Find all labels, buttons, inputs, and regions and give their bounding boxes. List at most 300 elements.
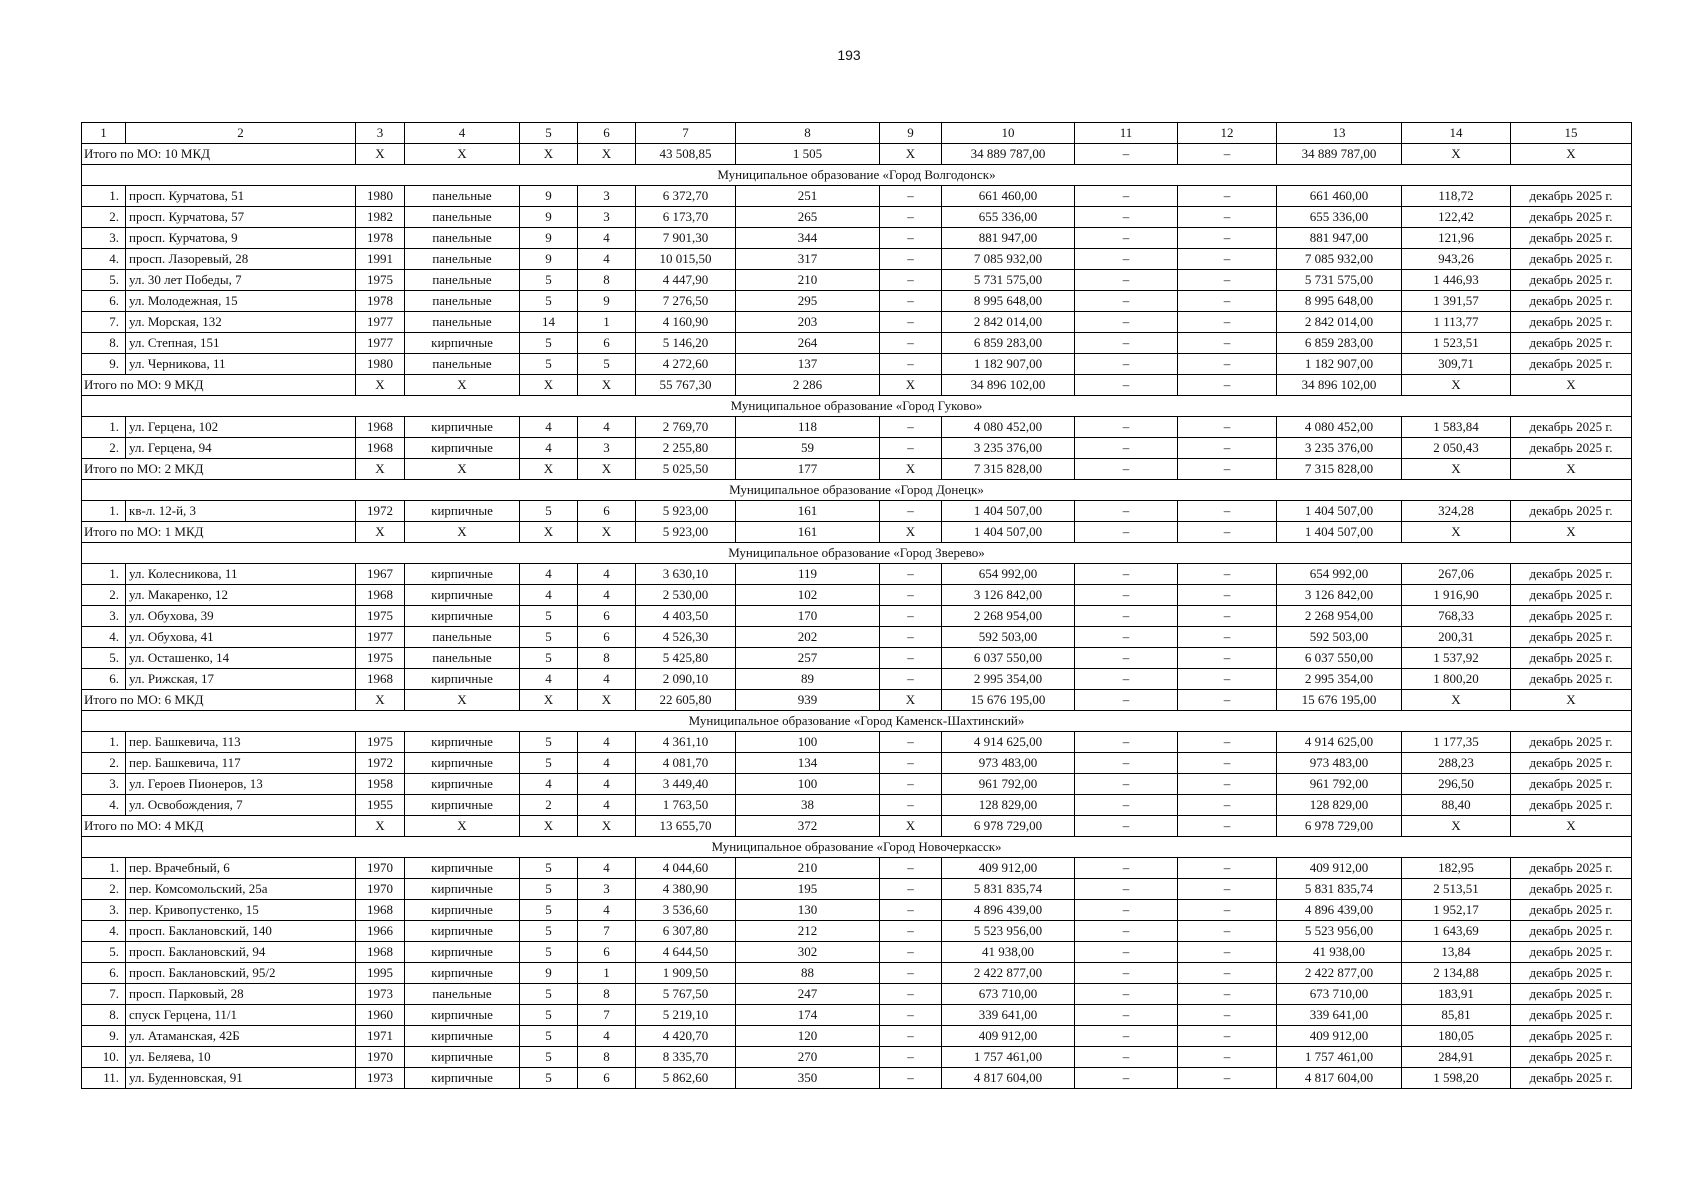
col11-cell: – [1075, 648, 1178, 669]
address-cell: ул. Герцена, 102 [126, 417, 356, 438]
entrances-cell: 7 [578, 1005, 636, 1026]
year-cell: 1968 [356, 417, 405, 438]
unit-cost-cell: 182,95 [1402, 858, 1511, 879]
col11-cell: – [1075, 438, 1178, 459]
row-number: 9. [82, 1026, 126, 1047]
cost-cell: 961 792,00 [942, 774, 1075, 795]
col12-cell: – [1178, 627, 1277, 648]
col11-cell: – [1075, 291, 1178, 312]
wall-material-cell: панельные [405, 648, 520, 669]
entrances-cell: 6 [578, 1068, 636, 1089]
total-cell: X [880, 144, 942, 165]
cost-cell: 2 422 877,00 [942, 963, 1075, 984]
deadline-cell: декабрь 2025 г. [1511, 354, 1632, 375]
entrances-cell: 6 [578, 333, 636, 354]
floors-cell: 9 [520, 207, 578, 228]
municipality-heading: Муниципальное образование «Город Зверево» [82, 543, 1632, 564]
residents-cell: 257 [736, 648, 880, 669]
residents-cell: 170 [736, 606, 880, 627]
year-cell: 1955 [356, 795, 405, 816]
wall-material-cell: кирпичные [405, 438, 520, 459]
row-number: 10. [82, 1047, 126, 1068]
unit-cost-cell: 943,26 [1402, 249, 1511, 270]
area-cell: 1 909,50 [636, 963, 736, 984]
cost-cell: 339 641,00 [942, 1005, 1075, 1026]
municipality-heading: Муниципальное образование «Город Новочеркасск» [82, 837, 1632, 858]
housing-register-table [81, 122, 1632, 1089]
unit-cost-cell: 1 391,57 [1402, 291, 1511, 312]
deadline-cell: декабрь 2025 г. [1511, 669, 1632, 690]
col12-cell: – [1178, 942, 1277, 963]
total-cell: 161 [736, 522, 880, 543]
total-cell: 13 655,70 [636, 816, 736, 837]
unit-cost-cell: 1 113,77 [1402, 312, 1511, 333]
row-number: 3. [82, 606, 126, 627]
cost-cell: 41 938,00 [942, 942, 1075, 963]
total-cell: X [1511, 522, 1632, 543]
col9-cell: – [880, 774, 942, 795]
total-cell: – [1075, 690, 1178, 711]
floors-cell: 5 [520, 984, 578, 1005]
total-cell: 177 [736, 459, 880, 480]
unit-cost-cell: 200,31 [1402, 627, 1511, 648]
col9-cell: – [880, 606, 942, 627]
total-cost-cell: 973 483,00 [1277, 753, 1402, 774]
residents-cell: 119 [736, 564, 880, 585]
municipality-total-row [82, 816, 1632, 837]
wall-material-cell: панельные [405, 186, 520, 207]
total-cost-cell: 5 523 956,00 [1277, 921, 1402, 942]
row-number: 1. [82, 501, 126, 522]
residents-cell: 38 [736, 795, 880, 816]
row-number: 6. [82, 963, 126, 984]
col9-cell: – [880, 291, 942, 312]
cost-cell: 592 503,00 [942, 627, 1075, 648]
total-label: Итого по МО: 9 МКД [82, 375, 356, 396]
col11-cell: – [1075, 858, 1178, 879]
residents-cell: 137 [736, 354, 880, 375]
wall-material-cell: кирпичные [405, 858, 520, 879]
unit-cost-cell: 1 446,93 [1402, 270, 1511, 291]
entrances-cell: 4 [578, 585, 636, 606]
wall-material-cell: кирпичные [405, 606, 520, 627]
col12-cell: – [1178, 1068, 1277, 1089]
col12-cell: – [1178, 270, 1277, 291]
area-cell: 4 380,90 [636, 879, 736, 900]
table-row [82, 921, 1632, 942]
column-number-cell: 13 [1277, 123, 1402, 144]
unit-cost-cell: 2 513,51 [1402, 879, 1511, 900]
row-number: 5. [82, 942, 126, 963]
floors-cell: 5 [520, 333, 578, 354]
entrances-cell: 3 [578, 438, 636, 459]
year-cell: 1978 [356, 228, 405, 249]
column-number-cell: 8 [736, 123, 880, 144]
entrances-cell: 8 [578, 984, 636, 1005]
col12-cell: – [1178, 1026, 1277, 1047]
cost-cell: 6 037 550,00 [942, 648, 1075, 669]
wall-material-cell: панельные [405, 312, 520, 333]
col12-cell: – [1178, 774, 1277, 795]
area-cell: 4 361,10 [636, 732, 736, 753]
total-cell: X [356, 816, 405, 837]
address-cell: ул. Обухова, 39 [126, 606, 356, 627]
col9-cell: – [880, 732, 942, 753]
cost-cell: 8 995 648,00 [942, 291, 1075, 312]
entrances-cell: 4 [578, 228, 636, 249]
column-number-cell: 14 [1402, 123, 1511, 144]
row-number: 7. [82, 312, 126, 333]
total-cost-cell: 8 995 648,00 [1277, 291, 1402, 312]
area-cell: 6 372,70 [636, 186, 736, 207]
total-cell: – [1075, 375, 1178, 396]
total-cell: X [356, 690, 405, 711]
total-cost-cell: 4 817 604,00 [1277, 1068, 1402, 1089]
address-cell: просп. Баклановский, 94 [126, 942, 356, 963]
entrances-cell: 4 [578, 669, 636, 690]
area-cell: 2 090,10 [636, 669, 736, 690]
address-cell: пер. Башкевича, 117 [126, 753, 356, 774]
deadline-cell: декабрь 2025 г. [1511, 774, 1632, 795]
unit-cost-cell: 122,42 [1402, 207, 1511, 228]
address-cell: ул. Беляева, 10 [126, 1047, 356, 1068]
col11-cell: – [1075, 627, 1178, 648]
total-cost-cell: 3 126 842,00 [1277, 585, 1402, 606]
row-number: 6. [82, 669, 126, 690]
total-cell: X [356, 375, 405, 396]
floors-cell: 5 [520, 1005, 578, 1026]
total-cell: X [578, 459, 636, 480]
col12-cell: – [1178, 564, 1277, 585]
floors-cell: 5 [520, 1026, 578, 1047]
col11-cell: – [1075, 1005, 1178, 1026]
deadline-cell: декабрь 2025 г. [1511, 900, 1632, 921]
area-cell: 5 425,80 [636, 648, 736, 669]
entrances-cell: 3 [578, 207, 636, 228]
col11-cell: – [1075, 186, 1178, 207]
address-cell: ул. Черникова, 11 [126, 354, 356, 375]
unit-cost-cell: 2 050,43 [1402, 438, 1511, 459]
total-cell: X [578, 816, 636, 837]
area-cell: 3 630,10 [636, 564, 736, 585]
total-cell: X [1511, 375, 1632, 396]
wall-material-cell: кирпичные [405, 1068, 520, 1089]
municipality-total-row [82, 144, 1632, 165]
total-cell: – [1075, 144, 1178, 165]
total-cell: – [1178, 522, 1277, 543]
area-cell: 6 173,70 [636, 207, 736, 228]
col11-cell: – [1075, 417, 1178, 438]
table-row [82, 858, 1632, 879]
wall-material-cell: кирпичные [405, 333, 520, 354]
row-number: 2. [82, 585, 126, 606]
table-row [82, 585, 1632, 606]
area-cell: 1 763,50 [636, 795, 736, 816]
address-cell: ул. Героев Пионеров, 13 [126, 774, 356, 795]
total-cell: 34 889 787,00 [942, 144, 1075, 165]
cost-cell: 661 460,00 [942, 186, 1075, 207]
address-cell: просп. Курчатова, 9 [126, 228, 356, 249]
row-number: 1. [82, 564, 126, 585]
table-row [82, 795, 1632, 816]
unit-cost-cell: 1 952,17 [1402, 900, 1511, 921]
total-cost-cell: 961 792,00 [1277, 774, 1402, 795]
total-cell: X [578, 690, 636, 711]
residents-cell: 174 [736, 1005, 880, 1026]
entrances-cell: 1 [578, 963, 636, 984]
col12-cell: – [1178, 753, 1277, 774]
area-cell: 2 530,00 [636, 585, 736, 606]
total-cell: 1 404 507,00 [1277, 522, 1402, 543]
cost-cell: 5 731 575,00 [942, 270, 1075, 291]
area-cell: 3 536,60 [636, 900, 736, 921]
column-number-cell: 3 [356, 123, 405, 144]
total-cell: X [1402, 816, 1511, 837]
total-cell: X [1402, 459, 1511, 480]
entrances-cell: 4 [578, 858, 636, 879]
address-cell: пер. Башкевича, 113 [126, 732, 356, 753]
cost-cell: 4 896 439,00 [942, 900, 1075, 921]
cost-cell: 973 483,00 [942, 753, 1075, 774]
col11-cell: – [1075, 501, 1178, 522]
col12-cell: – [1178, 501, 1277, 522]
floors-cell: 4 [520, 669, 578, 690]
wall-material-cell: панельные [405, 291, 520, 312]
residents-cell: 350 [736, 1068, 880, 1089]
year-cell: 1968 [356, 438, 405, 459]
unit-cost-cell: 118,72 [1402, 186, 1511, 207]
total-cell: – [1178, 144, 1277, 165]
municipality-total-row [82, 522, 1632, 543]
year-cell: 1973 [356, 984, 405, 1005]
residents-cell: 100 [736, 732, 880, 753]
total-cell: X [405, 816, 520, 837]
total-cost-cell: 3 235 376,00 [1277, 438, 1402, 459]
floors-cell: 5 [520, 501, 578, 522]
deadline-cell: декабрь 2025 г. [1511, 1026, 1632, 1047]
municipality-heading-row [82, 165, 1632, 186]
deadline-cell: декабрь 2025 г. [1511, 438, 1632, 459]
total-cell: X [1402, 522, 1511, 543]
year-cell: 1972 [356, 501, 405, 522]
deadline-cell: декабрь 2025 г. [1511, 1005, 1632, 1026]
cost-cell: 6 859 283,00 [942, 333, 1075, 354]
unit-cost-cell: 1 583,84 [1402, 417, 1511, 438]
col11-cell: – [1075, 753, 1178, 774]
year-cell: 1982 [356, 207, 405, 228]
wall-material-cell: кирпичные [405, 879, 520, 900]
table-row [82, 228, 1632, 249]
address-cell: просп. Лазоревый, 28 [126, 249, 356, 270]
col9-cell: – [880, 1026, 942, 1047]
row-number: 4. [82, 249, 126, 270]
unit-cost-cell: 267,06 [1402, 564, 1511, 585]
address-cell: ул. Освобождения, 7 [126, 795, 356, 816]
deadline-cell: декабрь 2025 г. [1511, 732, 1632, 753]
floors-cell: 5 [520, 921, 578, 942]
entrances-cell: 8 [578, 648, 636, 669]
residents-cell: 344 [736, 228, 880, 249]
year-cell: 1968 [356, 585, 405, 606]
area-cell: 10 015,50 [636, 249, 736, 270]
residents-cell: 161 [736, 501, 880, 522]
address-cell: ул. 30 лет Победы, 7 [126, 270, 356, 291]
total-cell: 34 896 102,00 [1277, 375, 1402, 396]
table-row [82, 984, 1632, 1005]
wall-material-cell: кирпичные [405, 900, 520, 921]
deadline-cell: декабрь 2025 г. [1511, 858, 1632, 879]
total-cost-cell: 2 995 354,00 [1277, 669, 1402, 690]
deadline-cell: декабрь 2025 г. [1511, 270, 1632, 291]
total-cell: X [520, 522, 578, 543]
total-cell: 22 605,80 [636, 690, 736, 711]
wall-material-cell: панельные [405, 249, 520, 270]
table-row [82, 942, 1632, 963]
col11-cell: – [1075, 606, 1178, 627]
wall-material-cell: кирпичные [405, 417, 520, 438]
total-cost-cell: 6 037 550,00 [1277, 648, 1402, 669]
wall-material-cell: кирпичные [405, 564, 520, 585]
entrances-cell: 6 [578, 627, 636, 648]
entrances-cell: 8 [578, 270, 636, 291]
municipality-heading-row [82, 837, 1632, 858]
cost-cell: 2 268 954,00 [942, 606, 1075, 627]
area-cell: 4 081,70 [636, 753, 736, 774]
deadline-cell: декабрь 2025 г. [1511, 795, 1632, 816]
col9-cell: – [880, 879, 942, 900]
floors-cell: 4 [520, 774, 578, 795]
table-row [82, 879, 1632, 900]
floors-cell: 4 [520, 417, 578, 438]
cost-cell: 1 757 461,00 [942, 1047, 1075, 1068]
address-cell: ул. Осташенко, 14 [126, 648, 356, 669]
cost-cell: 1 404 507,00 [942, 501, 1075, 522]
col9-cell: – [880, 312, 942, 333]
residents-cell: 134 [736, 753, 880, 774]
col9-cell: – [880, 669, 942, 690]
col9-cell: – [880, 438, 942, 459]
year-cell: 1958 [356, 774, 405, 795]
entrances-cell: 1 [578, 312, 636, 333]
entrances-cell: 8 [578, 1047, 636, 1068]
col9-cell: – [880, 501, 942, 522]
deadline-cell: декабрь 2025 г. [1511, 291, 1632, 312]
column-number-cell: 10 [942, 123, 1075, 144]
cost-cell: 128 829,00 [942, 795, 1075, 816]
year-cell: 1975 [356, 648, 405, 669]
wall-material-cell: панельные [405, 270, 520, 291]
col9-cell: – [880, 984, 942, 1005]
unit-cost-cell: 309,71 [1402, 354, 1511, 375]
row-number: 1. [82, 417, 126, 438]
total-cell: X [880, 459, 942, 480]
total-label: Итого по МО: 2 МКД [82, 459, 356, 480]
col11-cell: – [1075, 1026, 1178, 1047]
area-cell: 5 923,00 [636, 501, 736, 522]
address-cell: спуск Герцена, 11/1 [126, 1005, 356, 1026]
page-number: 193 [837, 47, 861, 63]
col11-cell: – [1075, 774, 1178, 795]
table-row [82, 354, 1632, 375]
year-cell: 1975 [356, 606, 405, 627]
col12-cell: – [1178, 354, 1277, 375]
residents-cell: 88 [736, 963, 880, 984]
unit-cost-cell: 13,84 [1402, 942, 1511, 963]
col9-cell: – [880, 249, 942, 270]
floors-cell: 5 [520, 270, 578, 291]
table-row [82, 606, 1632, 627]
col9-cell: – [880, 627, 942, 648]
residents-cell: 89 [736, 669, 880, 690]
residents-cell: 295 [736, 291, 880, 312]
entrances-cell: 4 [578, 249, 636, 270]
total-cost-cell: 2 842 014,00 [1277, 312, 1402, 333]
total-cell: X [1511, 459, 1632, 480]
cost-cell: 409 912,00 [942, 1026, 1075, 1047]
residents-cell: 102 [736, 585, 880, 606]
total-cell: X [880, 522, 942, 543]
municipality-heading-row [82, 711, 1632, 732]
deadline-cell: декабрь 2025 г. [1511, 921, 1632, 942]
year-cell: 1971 [356, 1026, 405, 1047]
total-cell: 7 315 828,00 [1277, 459, 1402, 480]
deadline-cell: декабрь 2025 г. [1511, 1047, 1632, 1068]
table-row [82, 291, 1632, 312]
total-cost-cell: 4 896 439,00 [1277, 900, 1402, 921]
col12-cell: – [1178, 1005, 1277, 1026]
floors-cell: 9 [520, 963, 578, 984]
total-cost-cell: 41 938,00 [1277, 942, 1402, 963]
column-number-cell: 4 [405, 123, 520, 144]
address-cell: ул. Морская, 132 [126, 312, 356, 333]
year-cell: 1972 [356, 753, 405, 774]
floors-cell: 5 [520, 606, 578, 627]
deadline-cell: декабрь 2025 г. [1511, 879, 1632, 900]
col11-cell: – [1075, 312, 1178, 333]
table-row [82, 333, 1632, 354]
unit-cost-cell: 85,81 [1402, 1005, 1511, 1026]
row-number: 3. [82, 774, 126, 795]
row-number: 7. [82, 984, 126, 1005]
year-cell: 1977 [356, 627, 405, 648]
total-cell: X [1511, 690, 1632, 711]
row-number: 5. [82, 270, 126, 291]
cost-cell: 654 992,00 [942, 564, 1075, 585]
area-cell: 4 044,60 [636, 858, 736, 879]
table-row [82, 564, 1632, 585]
table-row [82, 669, 1632, 690]
entrances-cell: 4 [578, 564, 636, 585]
cost-cell: 1 182 907,00 [942, 354, 1075, 375]
col11-cell: – [1075, 207, 1178, 228]
area-cell: 5 146,20 [636, 333, 736, 354]
total-cost-cell: 4 914 625,00 [1277, 732, 1402, 753]
deadline-cell: декабрь 2025 г. [1511, 312, 1632, 333]
wall-material-cell: кирпичные [405, 963, 520, 984]
unit-cost-cell: 296,50 [1402, 774, 1511, 795]
total-cell: X [405, 690, 520, 711]
col9-cell: – [880, 858, 942, 879]
year-cell: 1977 [356, 333, 405, 354]
address-cell: просп. Парковый, 28 [126, 984, 356, 1005]
wall-material-cell: кирпичные [405, 669, 520, 690]
col12-cell: – [1178, 291, 1277, 312]
unit-cost-cell: 1 598,20 [1402, 1068, 1511, 1089]
entrances-cell: 7 [578, 921, 636, 942]
total-cost-cell: 128 829,00 [1277, 795, 1402, 816]
deadline-cell: декабрь 2025 г. [1511, 942, 1632, 963]
total-cost-cell: 661 460,00 [1277, 186, 1402, 207]
